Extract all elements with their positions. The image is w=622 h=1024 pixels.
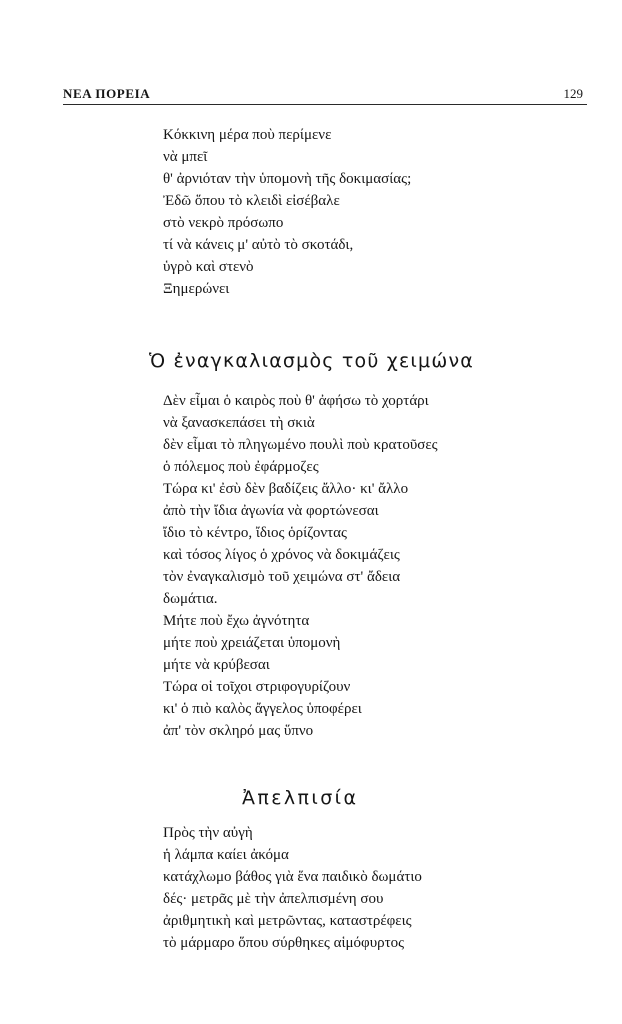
poem-line: ἀπὸ τὴν ἴδια ἀγωνία νὰ φορτώνεσαι [163, 503, 379, 519]
poem-line: θ' ἀρνιόταν τὴν ὑπομονὴ τῆς δοκιμασίας; [163, 171, 412, 187]
poem-title: Ὁ ἐναγκαλιασμὸς τοῦ χειμώνα [149, 350, 474, 372]
poem-line: Ἐδῶ ὅπου τὸ κλειδὶ εἰσέβαλε [163, 193, 340, 209]
poem-line: Μήτε ποὺ ἔχω ἀγνότητα [163, 613, 310, 629]
poem-line: μήτε ποὺ χρειάζεται ὑπομονὴ [163, 635, 341, 651]
poem-line: ὑγρὸ καὶ στενὸ [163, 259, 254, 275]
poem-line: Δὲν εἶμαι ὁ καιρὸς ποὺ θ' ἀφήσω τὸ χορτάρι [163, 393, 429, 409]
poem-line: μήτε νὰ κρύβεσαι [163, 657, 270, 673]
poem-line: καὶ τόσος λίγος ὁ χρόνος νὰ δοκιμάζεις [163, 547, 400, 563]
poem-title: Ἀπελπισία [242, 787, 359, 809]
poem-line: ὁ πόλεμος ποὺ ἐφάρμοζες [163, 459, 319, 475]
poem-lines [163, 390, 438, 742]
poem-lines [163, 822, 422, 954]
running-header [63, 86, 587, 105]
poem-line: Κόκκινη μέρα ποὺ περίμενε [163, 127, 332, 143]
poem-line: ἴδιο τὸ κέντρο, ἴδιος ὁρίζοντας [163, 525, 347, 541]
poem-line: ἡ λάμπα καίει ἀκόμα [163, 847, 289, 863]
poem-line: ἀριθμητικὴ καὶ μετρῶντας, καταστρέφεις [163, 913, 412, 929]
poem-line: νὰ μπεῖ [163, 149, 208, 165]
poem-continuation-lines [163, 124, 411, 300]
poem-line: τὸ μάρμαρο ὅπου σύρθηκες αἱμόφυρτος [163, 935, 405, 951]
poem-line: κατάχλωμο βάθος γιὰ ἕνα παιδικὸ δωμάτιο [163, 869, 422, 885]
poem-line: Πρὸς τὴν αὐγὴ [163, 825, 253, 841]
poem-line: δὲν εἶμαι τὸ πληγωμένο πουλὶ ποὺ κρατοῦσες [163, 437, 438, 453]
poem-line: τὸν ἐναγκαλισμὸ τοῦ χειμώνα στ' ἄδεια [163, 569, 401, 585]
poem-line: Τώρα κι' ἐσὺ δὲν βαδίζεις ἄλλο· κι' ἄλλο [163, 481, 409, 497]
page-number: 129 [563, 86, 583, 101]
poem-line: νὰ ξανασκεπάσει τὴ σκιὰ [163, 415, 315, 431]
poem-line: δωμάτια. [163, 591, 218, 607]
poem-line: στὸ νεκρὸ πρόσωπο [163, 215, 284, 231]
poem-line: Τώρα οἱ τοῖχοι στριφογυρίζουν [163, 679, 351, 695]
poem-line: κι' ὁ πιὸ καλὸς ἄγγελος ὑποφέρει [163, 701, 362, 717]
poem-line: τί νὰ κάνεις μ' αὐτὸ τὸ σκοτάδι, [163, 237, 354, 253]
poem-line: Ξημερώνει [163, 281, 230, 297]
poem-line: δές· μετρᾶς μὲ τὴν ἀπελπισμένη σου [163, 891, 384, 907]
poem-line: ἀπ' τὸν σκληρό μας ὕπνο [163, 723, 314, 739]
journal-title: ΝΕΑ ΠΟΡΕΙΑ [63, 86, 151, 101]
